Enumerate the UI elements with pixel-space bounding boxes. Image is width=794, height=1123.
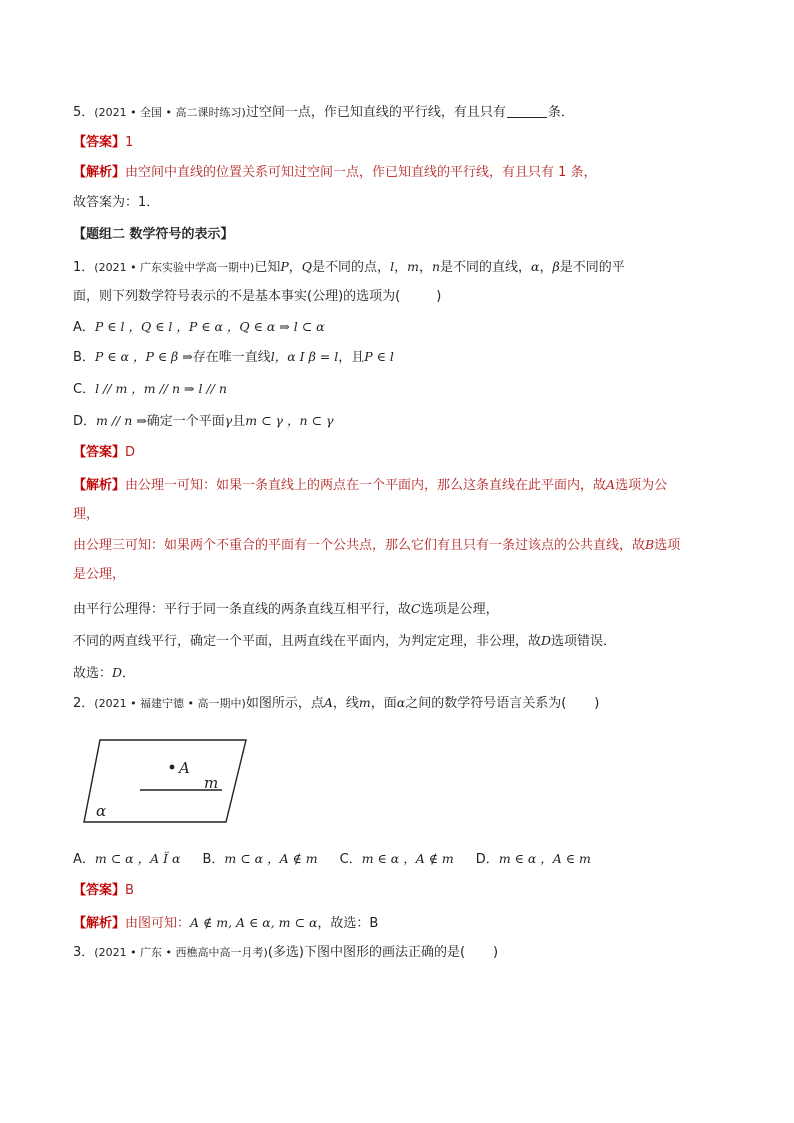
label-a: A	[179, 759, 190, 777]
plane-figure	[80, 736, 250, 826]
q1-option-d: D．m // n ⇒确定一个平面γ且m ⊂ γ ，n ⊂ γ	[73, 413, 334, 429]
q2-answer: 【答案】B	[73, 883, 134, 898]
q2-option-c: C．m ∈ α ，A ∉ m	[339, 851, 454, 867]
q2-option-d: D．m ∈ α ，A ∈ m	[475, 851, 591, 867]
q5-conclusion: 故答案为：1．	[73, 195, 160, 210]
q1-analysis-2: 由公理三可知：如果两个不重合的平面有一个公共点，那么它们有且只有一条过该点的公共直线，故B选项	[73, 537, 681, 553]
q2-source: (2021 • 福建宁德 • 高一期中)	[94, 697, 246, 710]
q1-source: (2021 • 广东实验中学高一期中)	[94, 261, 255, 274]
q1-stem-line1: 1．(2021 • 广东实验中学高一期中)已知P，Q是不同的点，l，m，n是不同的直线，α，β是不同的平	[73, 259, 625, 275]
q5-answer: 【答案】1	[73, 135, 134, 150]
section-title: 【题组二 数学符号的表示】	[73, 227, 234, 242]
q1-option-c: C．l // m ，m // n ⇒ l // n	[73, 381, 227, 397]
q2-analysis: 【解析】由图可知：A ∉ m, A ∈ α, m ⊂ α，故选：B	[73, 915, 379, 931]
q5-source: (2021 • 全国 • 高二课时练习)	[94, 106, 246, 119]
q5-blank	[507, 104, 547, 118]
point-a	[170, 765, 175, 770]
q3-source: (2021 • 广东 • 西樵高中高一月考)	[94, 946, 268, 959]
q1-answer: 【答案】D	[73, 445, 136, 460]
q1-analysis-3: 由平行公理得：平行于同一条直线的两条直线互相平行，故C选项是公理，	[73, 601, 499, 617]
q1-option-b: B．P ∈ α ，P ∈ β ⇒存在唯一直线l，α I β = l，且P ∈ l	[73, 349, 394, 365]
q2-option-a: A．m ⊂ α ，A Ï α	[73, 851, 181, 867]
q1-analysis-5: 故选：D．	[73, 665, 136, 681]
q1-analysis-1: 【解析】由公理一可知：如果一条直线上的两点在一个平面内，那么这条直线在此平面内，故A选项为公	[73, 477, 668, 493]
q5-analysis: 【解析】由空间中直线的位置关系可知过空间一点，作已知直线的平行线，有且只有 1 条，	[73, 165, 597, 180]
q1-analysis-2b: 是公理，	[73, 567, 126, 582]
q2-options	[73, 850, 613, 869]
label-alpha: α	[96, 802, 107, 820]
q5-stem: 5．(2021 • 全国 • 高二课时练习)过空间一点，作已知直线的平行线，有且只有 条．	[73, 105, 574, 120]
q3-stem: 3．(2021 • 广东 • 西樵高中高一月考)(多选)下图中图形的画法正确的是( )	[73, 945, 499, 960]
q1-stem-line2: 面，则下列数学符号表示的不是基本事实(公理)的选项为( )	[73, 289, 442, 304]
q1-analysis-4: 不同的两直线平行，确定一个平面，且两直线在平面内，为判定定理，非公理，故D选项错误．	[73, 633, 617, 649]
q2-option-b: B．m ⊂ α ，A ∉ m	[202, 851, 318, 867]
q2-stem: 2．(2021 • 福建宁德 • 高一期中)如图所示，点A，线m，面α之间的数学符号语言关系为( )	[73, 695, 600, 711]
label-m: m	[204, 774, 219, 792]
q1-option-a: A．P ∈ l ，Q ∈ l ，P ∈ α ，Q ∈ α ⇒ l ⊂ α	[73, 319, 325, 335]
q1-analysis-1b: 理，	[73, 507, 100, 522]
plane-alpha-outline	[84, 740, 246, 822]
